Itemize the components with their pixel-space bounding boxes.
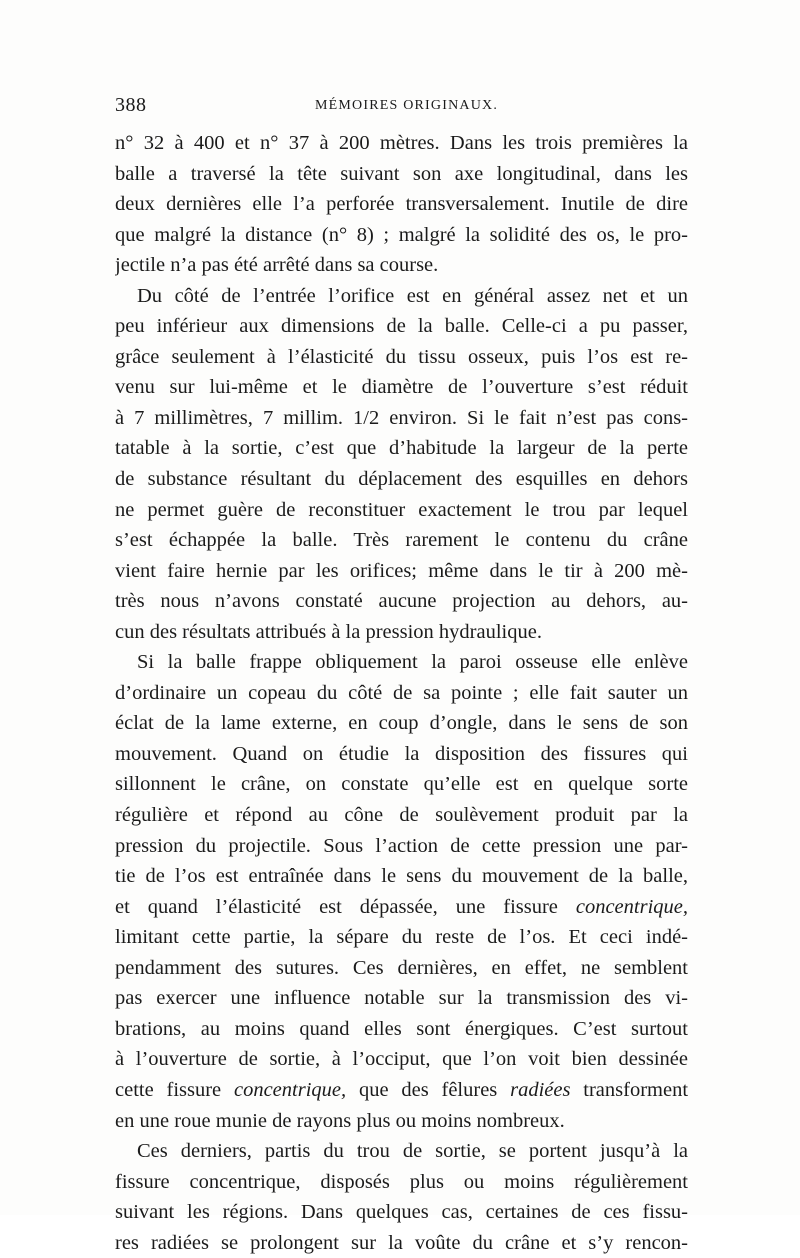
text-segment: transforment (570, 1078, 688, 1101)
running-head (115, 94, 687, 122)
text-line (115, 739, 688, 770)
text-segment: pendamment des sutures. Ces dernières, en effet, ne semblent (115, 956, 688, 979)
text-segment: res radiées se prolongent sur la voûte du crâne et s’y rencon- (115, 1231, 688, 1254)
text-segment: limitant cette partie, la sépare du reste de l’os. Et ceci indé- (115, 926, 688, 949)
text-line (115, 617, 688, 648)
text-segment: de substance résultant du déplacement des esquilles en dehors (115, 468, 688, 491)
text-segment: venu sur lui-même et le diamètre de l’ouverture s’est réduit (115, 376, 688, 399)
text-segment: jectile n’a pas été arrêté dans sa course. (115, 254, 439, 277)
text-segment: suivant les régions. Dans quelques cas, certaines de ces fissu- (115, 1201, 688, 1224)
text-segment: n° 32 à 400 et n° 37 à 200 mètres. Dans les trois premières la (115, 132, 688, 154)
text-segment: tie de l’os est entraînée dans le sens du mouvement de la balle, (115, 865, 688, 888)
text-line (115, 464, 688, 495)
text-line (115, 556, 688, 587)
text-segment: mouvement. Quand on étudie la disposition des fissures qui (115, 742, 688, 765)
italic-term: concentrique, (575, 895, 688, 918)
text-line (115, 372, 688, 403)
text-line (115, 1044, 688, 1075)
text-segment: cette fissure (115, 1078, 234, 1101)
text-segment: très nous n’avons constaté aucune projection au dehors, au- (115, 590, 688, 613)
text-line (115, 1167, 688, 1198)
text-segment: et quand l’élasticité est dépassée, une fissure (115, 895, 576, 918)
text-segment: pas exercer une influence notable sur la transmission des vi- (115, 987, 688, 1010)
text-segment: vient faire hernie par les orifices; même dans le tir à 200 mè- (115, 559, 688, 582)
text-line (115, 922, 688, 953)
text-segment: à 7 millimètres, 7 millim. 1/2 environ. Si le fait n’est pas cons- (115, 406, 688, 429)
text-segment: que des fêlures (346, 1078, 511, 1101)
text-line (115, 708, 688, 739)
text-segment: que malgré la distance (n° 8) ; malgré la solidité des os, le pro- (115, 223, 688, 246)
text-line (115, 1106, 688, 1137)
text-segment: Si la balle frappe obliquement la paroi osseuse elle enlève (137, 651, 688, 674)
text-line (115, 769, 688, 800)
text-segment: pression du projectile. Sous l’action de cette pression une par- (115, 834, 688, 857)
italic-term: radiées (510, 1078, 571, 1101)
text-line (115, 189, 688, 220)
text-line (115, 281, 688, 312)
text-segment: en une roue munie de rayons plus ou moins nombreux. (115, 1109, 565, 1132)
text-line (115, 983, 688, 1014)
body-text (115, 128, 688, 1258)
text-line (115, 525, 688, 556)
text-segment: d’ordinaire un copeau du côté de sa pointe ; elle fait sauter un (115, 681, 688, 704)
text-line (115, 1075, 688, 1106)
text-line (115, 403, 688, 434)
text-segment: éclat de la lame externe, en coup d’ongle, dans le sens de son (115, 712, 688, 735)
page-number: 388 (115, 94, 147, 116)
text-line (115, 250, 688, 281)
text-segment: brations, au moins quand elles sont énergiques. C’est surtout (115, 1017, 688, 1040)
text-line (115, 433, 688, 464)
text-line (115, 800, 688, 831)
text-line (115, 220, 688, 251)
text-segment: cun des résultats attribués à la pression hydraulique. (115, 620, 542, 643)
text-segment: Ces derniers, partis du trou de sortie, se portent jusqu’à la (137, 1140, 688, 1163)
text-segment: balle a traversé la tête suivant son axe longitudinal, dans les (115, 162, 688, 185)
text-line (115, 678, 688, 709)
text-segment: grâce seulement à l’élasticité du tissu osseux, puis l’os est re- (115, 345, 688, 368)
text-segment: ne permet guère de reconstituer exactement le trou par lequel (115, 498, 688, 521)
text-line (115, 647, 688, 678)
text-line (115, 1197, 688, 1228)
text-line (115, 953, 688, 984)
text-line (115, 861, 688, 892)
text-line (115, 1228, 688, 1258)
text-line (115, 1136, 688, 1167)
text-segment: deux dernières elle l’a perforée transversalement. Inutile de dire (115, 193, 688, 216)
text-line (115, 1014, 688, 1045)
text-line (115, 586, 688, 617)
text-line (115, 159, 688, 190)
italic-term: concentrique, (233, 1078, 347, 1101)
text-segment: à l’ouverture de sortie, à l’occiput, que l’on voit bien dessinée (115, 1048, 688, 1071)
text-segment: tatable à la sortie, c’est que d’habitude la largeur de la perte (115, 437, 688, 460)
text-line (115, 831, 688, 862)
text-segment: Du côté de l’entrée l’orifice est en général assez net et un (137, 284, 688, 307)
text-segment: régulière et répond au cône de soulèvement produit par la (115, 804, 688, 827)
text-segment: s’est échappée la balle. Très rarement le contenu du crâne (115, 529, 688, 552)
journal-title: MÉMOIRES ORIGINAUX. (315, 98, 499, 113)
text-line (115, 342, 688, 373)
text-line (115, 892, 688, 923)
text-line (115, 128, 688, 159)
text-line (115, 495, 688, 526)
text-segment: fissure concentrique, disposés plus ou moins régulièrement (115, 1170, 688, 1193)
text-segment: peu inférieur aux dimensions de la balle. Celle-ci a pu passer, (115, 315, 688, 338)
text-line (115, 311, 688, 342)
text-segment: sillonnent le crâne, on constate qu’elle est en quelque sorte (115, 773, 688, 796)
